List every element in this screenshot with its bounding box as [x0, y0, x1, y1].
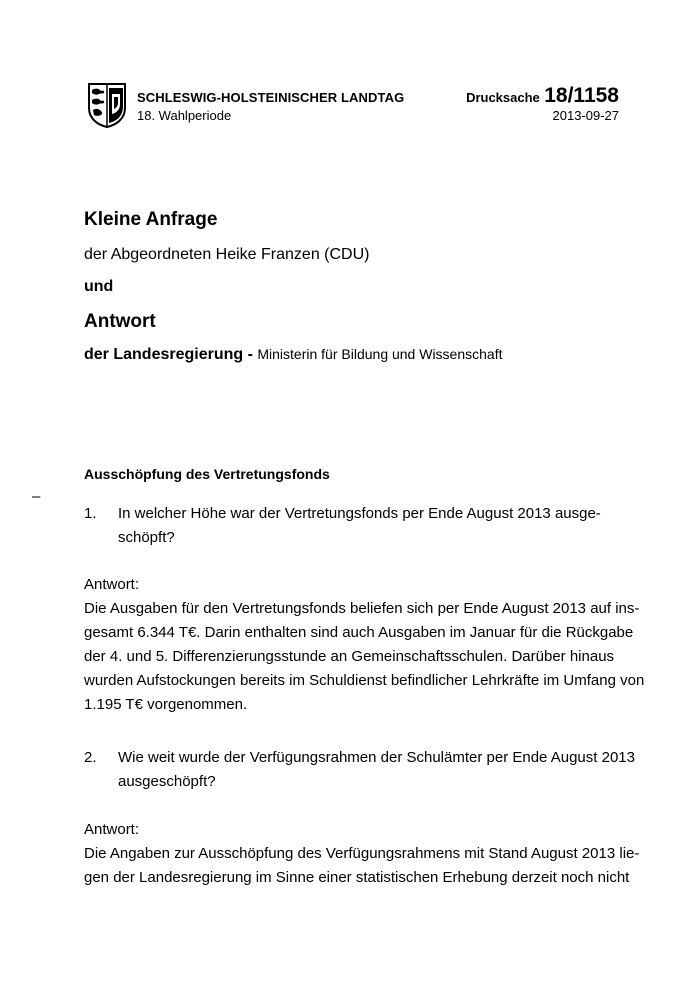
- heading-kleine-anfrage: Kleine Anfrage: [84, 209, 218, 230]
- ministry-name: Ministerin für Bildung und Wissenschaft: [257, 346, 503, 362]
- question-line: Wie weit wurde der Verfügungsrahmen der Schulämter per Ende August 2013: [118, 749, 635, 766]
- question-number: 2.: [84, 749, 97, 766]
- question-line: In welcher Höhe war der Vertretungsfonds per Ende August 2013 ausge-: [118, 505, 601, 522]
- answer-line: der 4. und 5. Differenzierungsstunde an Gemeinschaftsschulen. Darüber hinaus: [84, 648, 615, 665]
- answer-block: [84, 573, 645, 717]
- answer-line: gen der Landesregierung im Sinne einer statistischen Erhebung derzeit noch nicht: [84, 869, 630, 886]
- answer-line: 1.195 T€ vorgenommen.: [84, 696, 248, 713]
- government-label: der Landesregierung -: [84, 346, 253, 363]
- answer-line: Die Angaben zur Ausschöpfung des Verfügungsrahmens mit Stand August 2013 lie-: [84, 845, 640, 862]
- subject-heading: Ausschöpfung des Vertretungsfonds: [84, 466, 330, 482]
- responding-authority: [84, 346, 502, 364]
- margin-mark: –: [32, 488, 41, 505]
- document-number-block: [466, 84, 619, 108]
- question-line: ausgeschöpft?: [118, 773, 216, 790]
- question-number: 1.: [84, 505, 97, 522]
- answer-line: Die Ausgaben für den Vertretungsfonds beliefen sich per Ende August 2013 auf ins-: [84, 600, 640, 617]
- legislative-period: 18. Wahlperiode: [137, 108, 232, 123]
- coat-of-arms-logo: [87, 82, 127, 128]
- document-number: 18/1158: [544, 84, 619, 107]
- document-date: 2013-09-27: [552, 108, 619, 123]
- member-of-parliament: der Abgeordneten Heike Franzen (CDU): [84, 246, 370, 263]
- question-text: [118, 746, 635, 794]
- answer-line: wurden Aufstockungen bereits im Schuldienst befindlicher Lehrkräfte im Umfang von: [84, 672, 645, 689]
- answer-label: Antwort:: [84, 576, 140, 593]
- answer-line: gesamt 6.344 T€. Darin enthalten sind auch Ausgaben im Januar für die Rückgabe: [84, 624, 634, 641]
- question-text: [118, 502, 601, 550]
- answer-label: Antwort:: [84, 821, 140, 838]
- heading-antwort: Antwort: [84, 311, 156, 332]
- document-label: Drucksache: [466, 90, 540, 105]
- institution-name: SCHLESWIG-HOLSTEINISCHER LANDTAG: [137, 90, 405, 105]
- question-line: schöpft?: [118, 529, 175, 546]
- conjunction-und: und: [84, 278, 114, 295]
- answer-block: [84, 818, 640, 890]
